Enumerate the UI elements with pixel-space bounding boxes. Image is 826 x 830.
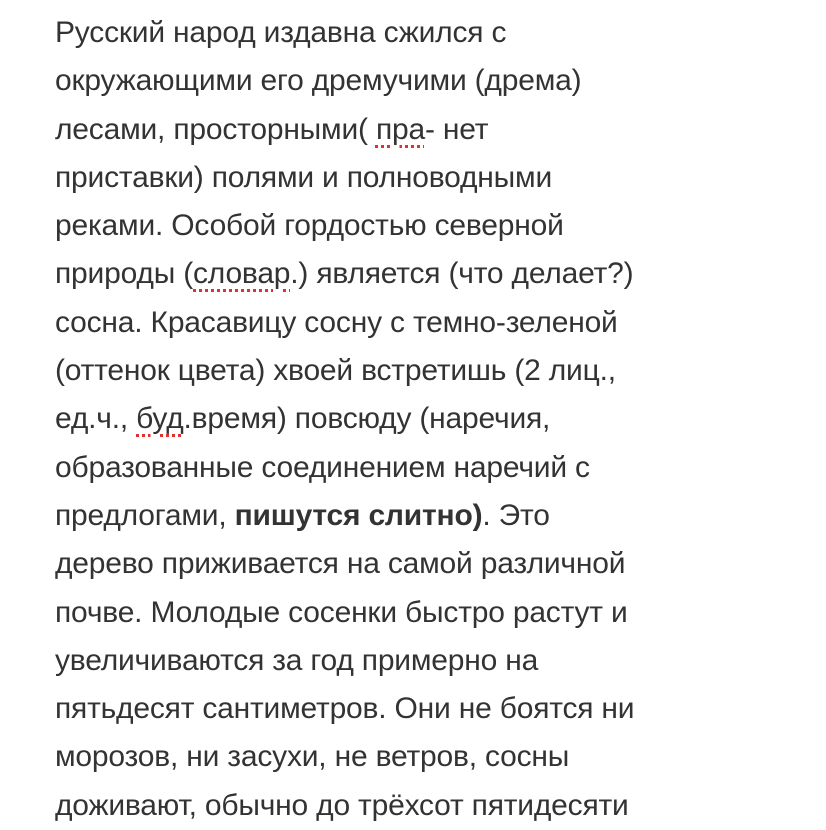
text-line [55, 154, 815, 202]
text-segment: дерево приживается на самой различной [55, 547, 626, 581]
text-segment: ед.ч., [55, 402, 137, 436]
text-segment: приставки) полями и полноводными [55, 160, 553, 194]
text-line [55, 106, 815, 154]
text-segment: природы ( [55, 257, 193, 291]
text-segment: морозов, ни засухи, не ветров, сосны [55, 740, 570, 774]
text-line [55, 57, 815, 105]
text-segment: окружающими его дремучими (дрема) [55, 64, 582, 98]
text-line [55, 782, 815, 830]
text-line [55, 395, 815, 443]
text-segment: сосна. Красавицу сосну с темно-зеленой [55, 305, 618, 339]
text-segment: доживают, обычно до трёхсот пятидесяти [55, 788, 629, 822]
text-segment: почве. Молодые сосенки быстро растут и [55, 595, 628, 629]
text-line [55, 637, 815, 685]
text-line [55, 589, 815, 637]
text-segment: . Это [482, 498, 550, 532]
spellcheck-flagged-word: пра [375, 112, 425, 146]
text-segment: - нет [424, 112, 489, 146]
text-line [55, 733, 815, 781]
text-line [55, 685, 815, 733]
text-line [55, 250, 815, 298]
document-text [55, 9, 815, 830]
spellcheck-flagged-word: словар [193, 257, 291, 291]
text-segment: (оттенок цвета) хвоей встретишь (2 лиц., [55, 354, 616, 388]
text-line [55, 347, 815, 395]
text-segment: .) является (что делает?) [290, 257, 634, 291]
text-line [55, 540, 815, 588]
text-line [55, 492, 815, 540]
text-line [55, 9, 815, 57]
text-segment: лесами, просторными( [55, 112, 376, 146]
text-segment: .время) повсюду (наречия, [183, 402, 551, 436]
text-segment: увеличиваются за год примерно на [55, 643, 539, 677]
text-segment: пятьдесят сантиметров. Они не боятся ни [55, 692, 635, 726]
text-line [55, 299, 815, 347]
text-segment: Русский народ издавна сжился с [55, 16, 507, 49]
spellcheck-flagged-word: буд [136, 402, 184, 436]
text-segment: предлогами, [55, 498, 235, 532]
bold-text: пишутся слитно) [234, 498, 483, 532]
text-segment: образованные соединением наречий с [55, 450, 590, 484]
text-line [55, 444, 815, 492]
text-line [55, 202, 815, 250]
text-segment: реками. Особой гордостью северной [55, 209, 564, 243]
